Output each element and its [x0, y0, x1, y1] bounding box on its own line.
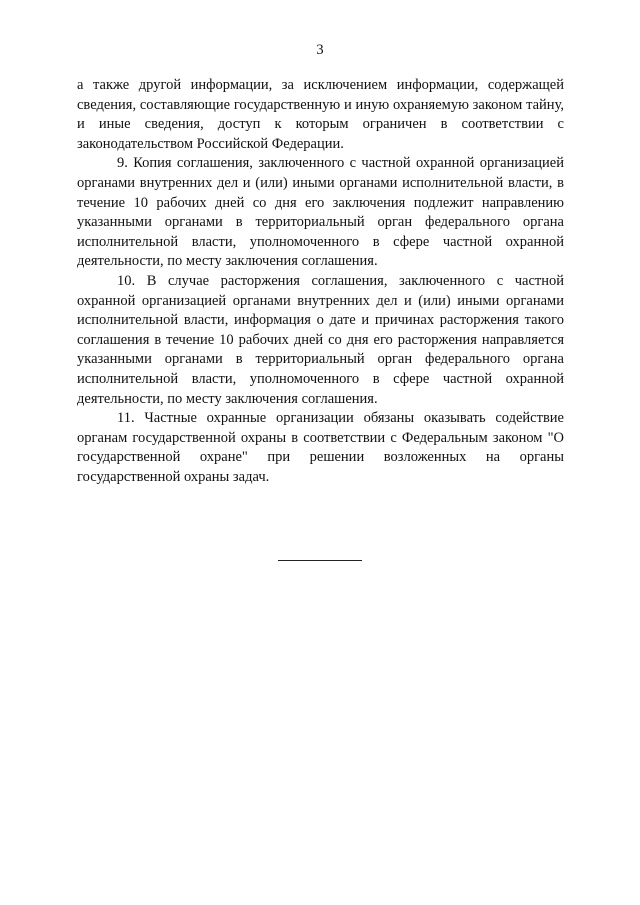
paragraph-item-11: 11. Частные охранные организации обязаны оказывать содействие органам государственной охраны в соответствии с Федеральным законом "О государственной охране" при решении возложенных на органы государственной охраны задач. — [77, 410, 564, 485]
document-body — [77, 76, 564, 487]
page-number: 3 — [316, 42, 324, 58]
end-separator-line — [278, 560, 362, 561]
paragraph-item-9: 9. Копия соглашения, заключенного с частной охранной организацией органами внутренних дел и (или) иными органами исполнительной власти, в течение 10 рабочих дней со дня его заключения подлежит направлению указанными органами в территориальный орган федерального органа исполнительной власти, уполномоченного в сфере частной охранной деятельности, по месту заключения соглашения. — [77, 155, 564, 270]
paragraph-item-10: 10. В случае расторжения соглашения, заключенного с частной охранной организацией органами внутренних дел и (или) иными органами исполнительной власти, информация о дате и причинах расторжения такого соглашения в течение 10 рабочих дней со дня его расторжения направляется указанными органами в территориальный орган федерального органа исполнительной власти, уполномоченного в сфере частной охранной деятельности, по месту заключения соглашения. — [77, 272, 564, 407]
paragraph-continuation: а также другой информации, за исключением информации, содержащей сведения, составляющие государственную и иную охраняемую законом тайну, и иные сведения, доступ к которым ограничен в соответствии с законодательством Российской Федерации. — [77, 77, 564, 152]
